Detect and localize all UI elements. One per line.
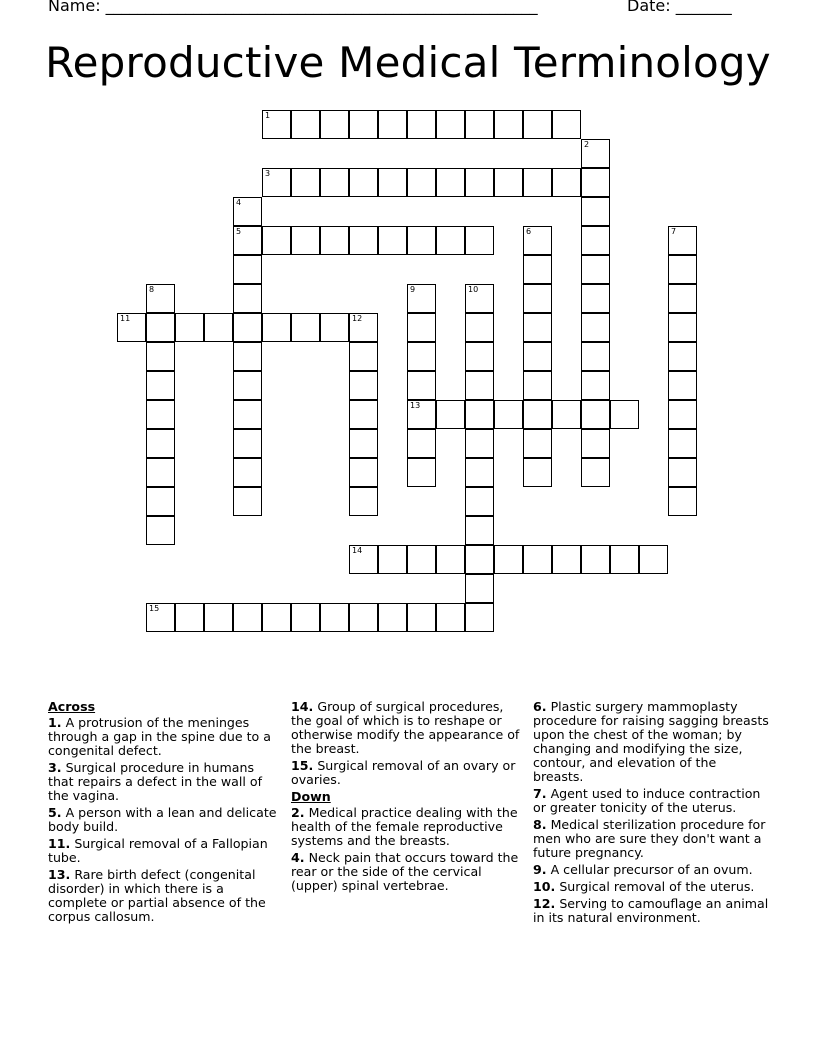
clue-item-number: 5. [48, 805, 62, 820]
clue-item-number: 4. [291, 850, 305, 865]
clues-column-3 [533, 700, 769, 928]
clue-item-number: 8. [533, 817, 547, 832]
crossword-cell[interactable] [668, 313, 697, 342]
crossword-cell[interactable] [581, 545, 610, 574]
clue-number: 11 [120, 314, 131, 323]
crossword-cell[interactable] [465, 516, 494, 545]
clue-item [291, 759, 527, 787]
crossword-cell[interactable] [494, 400, 523, 429]
crossword-cell[interactable] [146, 313, 175, 342]
crossword-cell[interactable] [523, 429, 552, 458]
crossword-cell[interactable] [581, 139, 610, 168]
crossword-cell[interactable] [349, 487, 378, 516]
crossword-cell[interactable] [581, 371, 610, 400]
clue-item-number: 15. [291, 758, 314, 773]
clue-number: 8 [149, 285, 155, 294]
crossword-cell[interactable] [291, 226, 320, 255]
crossword-cell[interactable] [349, 545, 378, 574]
down-clue-list-continued [533, 700, 769, 925]
crossword-cell[interactable] [523, 110, 552, 139]
crossword-cell[interactable] [552, 110, 581, 139]
clue-item-text: A person with a lean and delicate body build. [48, 805, 277, 834]
clue-item-number: 1. [48, 715, 62, 730]
crossword-cell[interactable] [233, 429, 262, 458]
clue-item [48, 716, 280, 758]
clue-item-number: 7. [533, 786, 547, 801]
crossword-cell[interactable] [378, 226, 407, 255]
clue-item [48, 806, 280, 834]
crossword-cell[interactable] [407, 545, 436, 574]
clue-item [291, 851, 527, 893]
crossword-cell[interactable] [233, 400, 262, 429]
crossword-cell[interactable] [407, 342, 436, 371]
clue-item-number: 9. [533, 862, 547, 877]
clue-item [291, 700, 527, 756]
crossword-cell[interactable] [349, 313, 378, 342]
crossword-cell[interactable] [349, 371, 378, 400]
crossword-cell[interactable] [349, 342, 378, 371]
crossword-cell[interactable] [407, 371, 436, 400]
crossword-cell[interactable] [320, 603, 349, 632]
crossword-cell[interactable] [494, 110, 523, 139]
clue-item-text: Serving to camouflage an animal in its natural environment. [533, 896, 769, 925]
clue-item-number: 2. [291, 805, 305, 820]
crossword-cell[interactable] [436, 400, 465, 429]
crossword-cell[interactable] [407, 313, 436, 342]
crossword-cell[interactable] [407, 429, 436, 458]
crossword-cell[interactable] [668, 400, 697, 429]
crossword-cell[interactable] [407, 110, 436, 139]
crossword-cell[interactable] [465, 342, 494, 371]
crossword-cell[interactable] [407, 226, 436, 255]
crossword-cell[interactable] [610, 400, 639, 429]
clue-item-number: 14. [291, 699, 314, 714]
clue-number: 2 [584, 140, 590, 149]
crossword-cell[interactable] [465, 371, 494, 400]
crossword-cell[interactable] [233, 255, 262, 284]
clue-item-text: Surgical removal of the uterus. [555, 879, 755, 894]
crossword-cell[interactable] [233, 371, 262, 400]
crossword-cell[interactable] [378, 545, 407, 574]
crossword-cell[interactable] [349, 429, 378, 458]
crossword-cell[interactable] [349, 226, 378, 255]
name-field-label: Name: ______________________________________________________ [48, 0, 538, 15]
crossword-cell[interactable] [320, 226, 349, 255]
crossword-cell[interactable] [523, 342, 552, 371]
crossword-cell[interactable] [175, 603, 204, 632]
crossword-cell[interactable] [581, 284, 610, 313]
crossword-cell[interactable] [668, 226, 697, 255]
clue-item-number: 10. [533, 879, 556, 894]
crossword-cell[interactable] [465, 168, 494, 197]
clue-item-number: 6. [533, 699, 547, 714]
crossword-cell[interactable] [262, 110, 291, 139]
clue-item [48, 761, 280, 803]
clue-item-text: Neck pain that occurs toward the rear or the side of the cervical (upper) spinal vertebrae. [291, 850, 519, 893]
crossword-cell[interactable] [146, 429, 175, 458]
crossword-cell[interactable] [291, 168, 320, 197]
clue-item-number: 3. [48, 760, 62, 775]
crossword-cell[interactable] [233, 313, 262, 342]
crossword-cell[interactable] [668, 342, 697, 371]
clues-column-2 [291, 700, 527, 896]
crossword-cell[interactable] [291, 313, 320, 342]
crossword-cell[interactable] [552, 545, 581, 574]
crossword-cell[interactable] [146, 487, 175, 516]
crossword-cell[interactable] [117, 313, 146, 342]
clue-item-number: 11. [48, 836, 71, 851]
crossword-cell[interactable] [465, 400, 494, 429]
crossword-cell[interactable] [146, 284, 175, 313]
crossword-cell[interactable] [523, 255, 552, 284]
clue-number: 9 [410, 285, 416, 294]
crossword-cell[interactable] [378, 110, 407, 139]
crossword-cell[interactable] [146, 458, 175, 487]
clue-number: 7 [671, 227, 677, 236]
clue-item [533, 880, 769, 894]
clue-item-text: A protrusion of the meninges through a gap in the spine due to a congenital defect. [48, 715, 271, 758]
clue-item-text: A cellular precursor of an ovum. [546, 862, 753, 877]
crossword-cell[interactable] [436, 226, 465, 255]
down-clue-list [291, 806, 527, 893]
clue-number: 13 [410, 401, 421, 410]
clue-item [533, 863, 769, 877]
crossword-cell[interactable] [349, 168, 378, 197]
crossword-cell[interactable] [581, 458, 610, 487]
crossword-cell[interactable] [407, 458, 436, 487]
crossword-cell[interactable] [523, 284, 552, 313]
clue-item-text: Plastic surgery mammoplasty procedure for raising sagging breasts upon the chest of the woman; by changing and modifying the size, contour, and elevation of the breasts. [533, 699, 769, 784]
crossword-cell[interactable] [262, 226, 291, 255]
clue-number: 4 [236, 198, 242, 207]
clue-item-number: 12. [533, 896, 556, 911]
crossword-cell[interactable] [407, 400, 436, 429]
clue-number: 3 [265, 169, 271, 178]
crossword-cell[interactable] [146, 342, 175, 371]
clue-item-text: Rare birth defect (congenital disorder) in which there is a complete or partial absence of the corpus callosum. [48, 867, 266, 924]
crossword-cell[interactable] [465, 458, 494, 487]
crossword-cell[interactable] [465, 603, 494, 632]
crossword-cell[interactable] [262, 603, 291, 632]
crossword-cell[interactable] [320, 168, 349, 197]
crossword-cell[interactable] [465, 574, 494, 603]
clue-item-text: Medical sterilization procedure for men who are sure they don't want a future pregnancy. [533, 817, 766, 860]
crossword-cell[interactable] [407, 168, 436, 197]
crossword-cell[interactable] [233, 284, 262, 313]
crossword-cell[interactable] [349, 110, 378, 139]
crossword-cell[interactable] [349, 603, 378, 632]
clue-item [533, 700, 769, 784]
crossword-cell[interactable] [668, 458, 697, 487]
crossword-cell[interactable] [175, 313, 204, 342]
clue-item [291, 806, 527, 848]
crossword-cell[interactable] [436, 545, 465, 574]
crossword-cell[interactable] [581, 429, 610, 458]
crossword-cell[interactable] [349, 400, 378, 429]
clue-item-text: Medical practice dealing with the health of the female reproductive systems and the breasts. [291, 805, 518, 848]
crossword-cell[interactable] [465, 313, 494, 342]
clue-number: 15 [149, 604, 160, 613]
across-clue-list [48, 716, 280, 924]
clue-item-text: Surgical removal of a Fallopian tube. [48, 836, 268, 865]
date-field-label: Date: _______ [627, 0, 732, 15]
crossword-cell[interactable] [610, 545, 639, 574]
crossword-cell[interactable] [581, 168, 610, 197]
crossword-cell[interactable] [233, 487, 262, 516]
crossword-cell[interactable] [668, 371, 697, 400]
crossword-cell[interactable] [523, 458, 552, 487]
crossword-cell[interactable] [494, 545, 523, 574]
crossword-cell[interactable] [233, 197, 262, 226]
crossword-cell[interactable] [233, 226, 262, 255]
across-heading: Across [48, 699, 96, 714]
crossword-cell[interactable] [262, 313, 291, 342]
crossword-cell[interactable] [552, 400, 581, 429]
crossword-cell[interactable] [407, 284, 436, 313]
crossword-cell[interactable] [581, 197, 610, 226]
crossword-cell[interactable] [233, 458, 262, 487]
crossword-cell[interactable] [436, 603, 465, 632]
clue-number: 14 [352, 546, 363, 555]
crossword-cell[interactable] [465, 429, 494, 458]
crossword-cell[interactable] [668, 429, 697, 458]
across-clue-list-continued [291, 700, 527, 787]
crossword-cell[interactable] [465, 226, 494, 255]
crossword-cell[interactable] [291, 110, 320, 139]
clue-number: 10 [468, 285, 479, 294]
clue-item [48, 837, 280, 865]
crossword-cell[interactable] [581, 400, 610, 429]
crossword-cell[interactable] [523, 371, 552, 400]
crossword-cell[interactable] [523, 226, 552, 255]
crossword-cell[interactable] [407, 603, 436, 632]
crossword-cell[interactable] [494, 168, 523, 197]
crossword-cell[interactable] [465, 545, 494, 574]
crossword-cell[interactable] [204, 313, 233, 342]
clue-item-text: Surgical procedure in humans that repairs a defect in the wall of the vagina. [48, 760, 263, 803]
clue-item [48, 868, 280, 924]
crossword-cell[interactable] [146, 603, 175, 632]
crossword-cell[interactable] [320, 110, 349, 139]
crossword-cell[interactable] [552, 168, 581, 197]
crossword-cell[interactable] [146, 400, 175, 429]
crossword-cell[interactable] [523, 313, 552, 342]
page-title: Reproductive Medical Terminology [45, 38, 771, 87]
crossword-cell[interactable] [320, 313, 349, 342]
clue-number: 12 [352, 314, 363, 323]
crossword-cell[interactable] [233, 342, 262, 371]
clue-number: 6 [526, 227, 532, 236]
crossword-cell[interactable] [523, 400, 552, 429]
clue-item-text: Surgical removal of an ovary or ovaries. [291, 758, 516, 787]
crossword-cell[interactable] [233, 603, 262, 632]
crossword-cell[interactable] [378, 603, 407, 632]
crossword-cell[interactable] [291, 603, 320, 632]
crossword-cell[interactable] [581, 226, 610, 255]
crossword-cell[interactable] [668, 284, 697, 313]
crossword-cell[interactable] [465, 487, 494, 516]
crossword-cell[interactable] [436, 110, 465, 139]
clue-item [533, 897, 769, 925]
crossword-cell[interactable] [378, 168, 407, 197]
crossword-cell[interactable] [146, 516, 175, 545]
crossword-cell[interactable] [581, 342, 610, 371]
crossword-cell[interactable] [668, 487, 697, 516]
crossword-cell[interactable] [262, 168, 291, 197]
clue-item [533, 787, 769, 815]
crossword-cell[interactable] [581, 313, 610, 342]
crossword-cell[interactable] [581, 255, 610, 284]
clue-number: 1 [265, 111, 271, 120]
crossword-cell[interactable] [668, 255, 697, 284]
clue-item-text: Group of surgical procedures, the goal of which is to reshape or otherwise modify the appearance of the breast. [291, 699, 520, 756]
crossword-cell[interactable] [204, 603, 233, 632]
clue-item [533, 818, 769, 860]
down-heading: Down [291, 789, 331, 804]
crossword-cell[interactable] [465, 284, 494, 313]
clue-item-text: Agent used to induce contraction or greater tonicity of the uterus. [533, 786, 761, 815]
crossword-cell[interactable] [349, 458, 378, 487]
crossword-cell[interactable] [523, 545, 552, 574]
clue-item-number: 13. [48, 867, 71, 882]
crossword-cell[interactable] [639, 545, 668, 574]
crossword-cell[interactable] [465, 110, 494, 139]
crossword-cell[interactable] [146, 371, 175, 400]
crossword-cell[interactable] [523, 168, 552, 197]
clue-number: 5 [236, 227, 242, 236]
crossword-cell[interactable] [436, 168, 465, 197]
clues-column-1 [48, 700, 280, 927]
